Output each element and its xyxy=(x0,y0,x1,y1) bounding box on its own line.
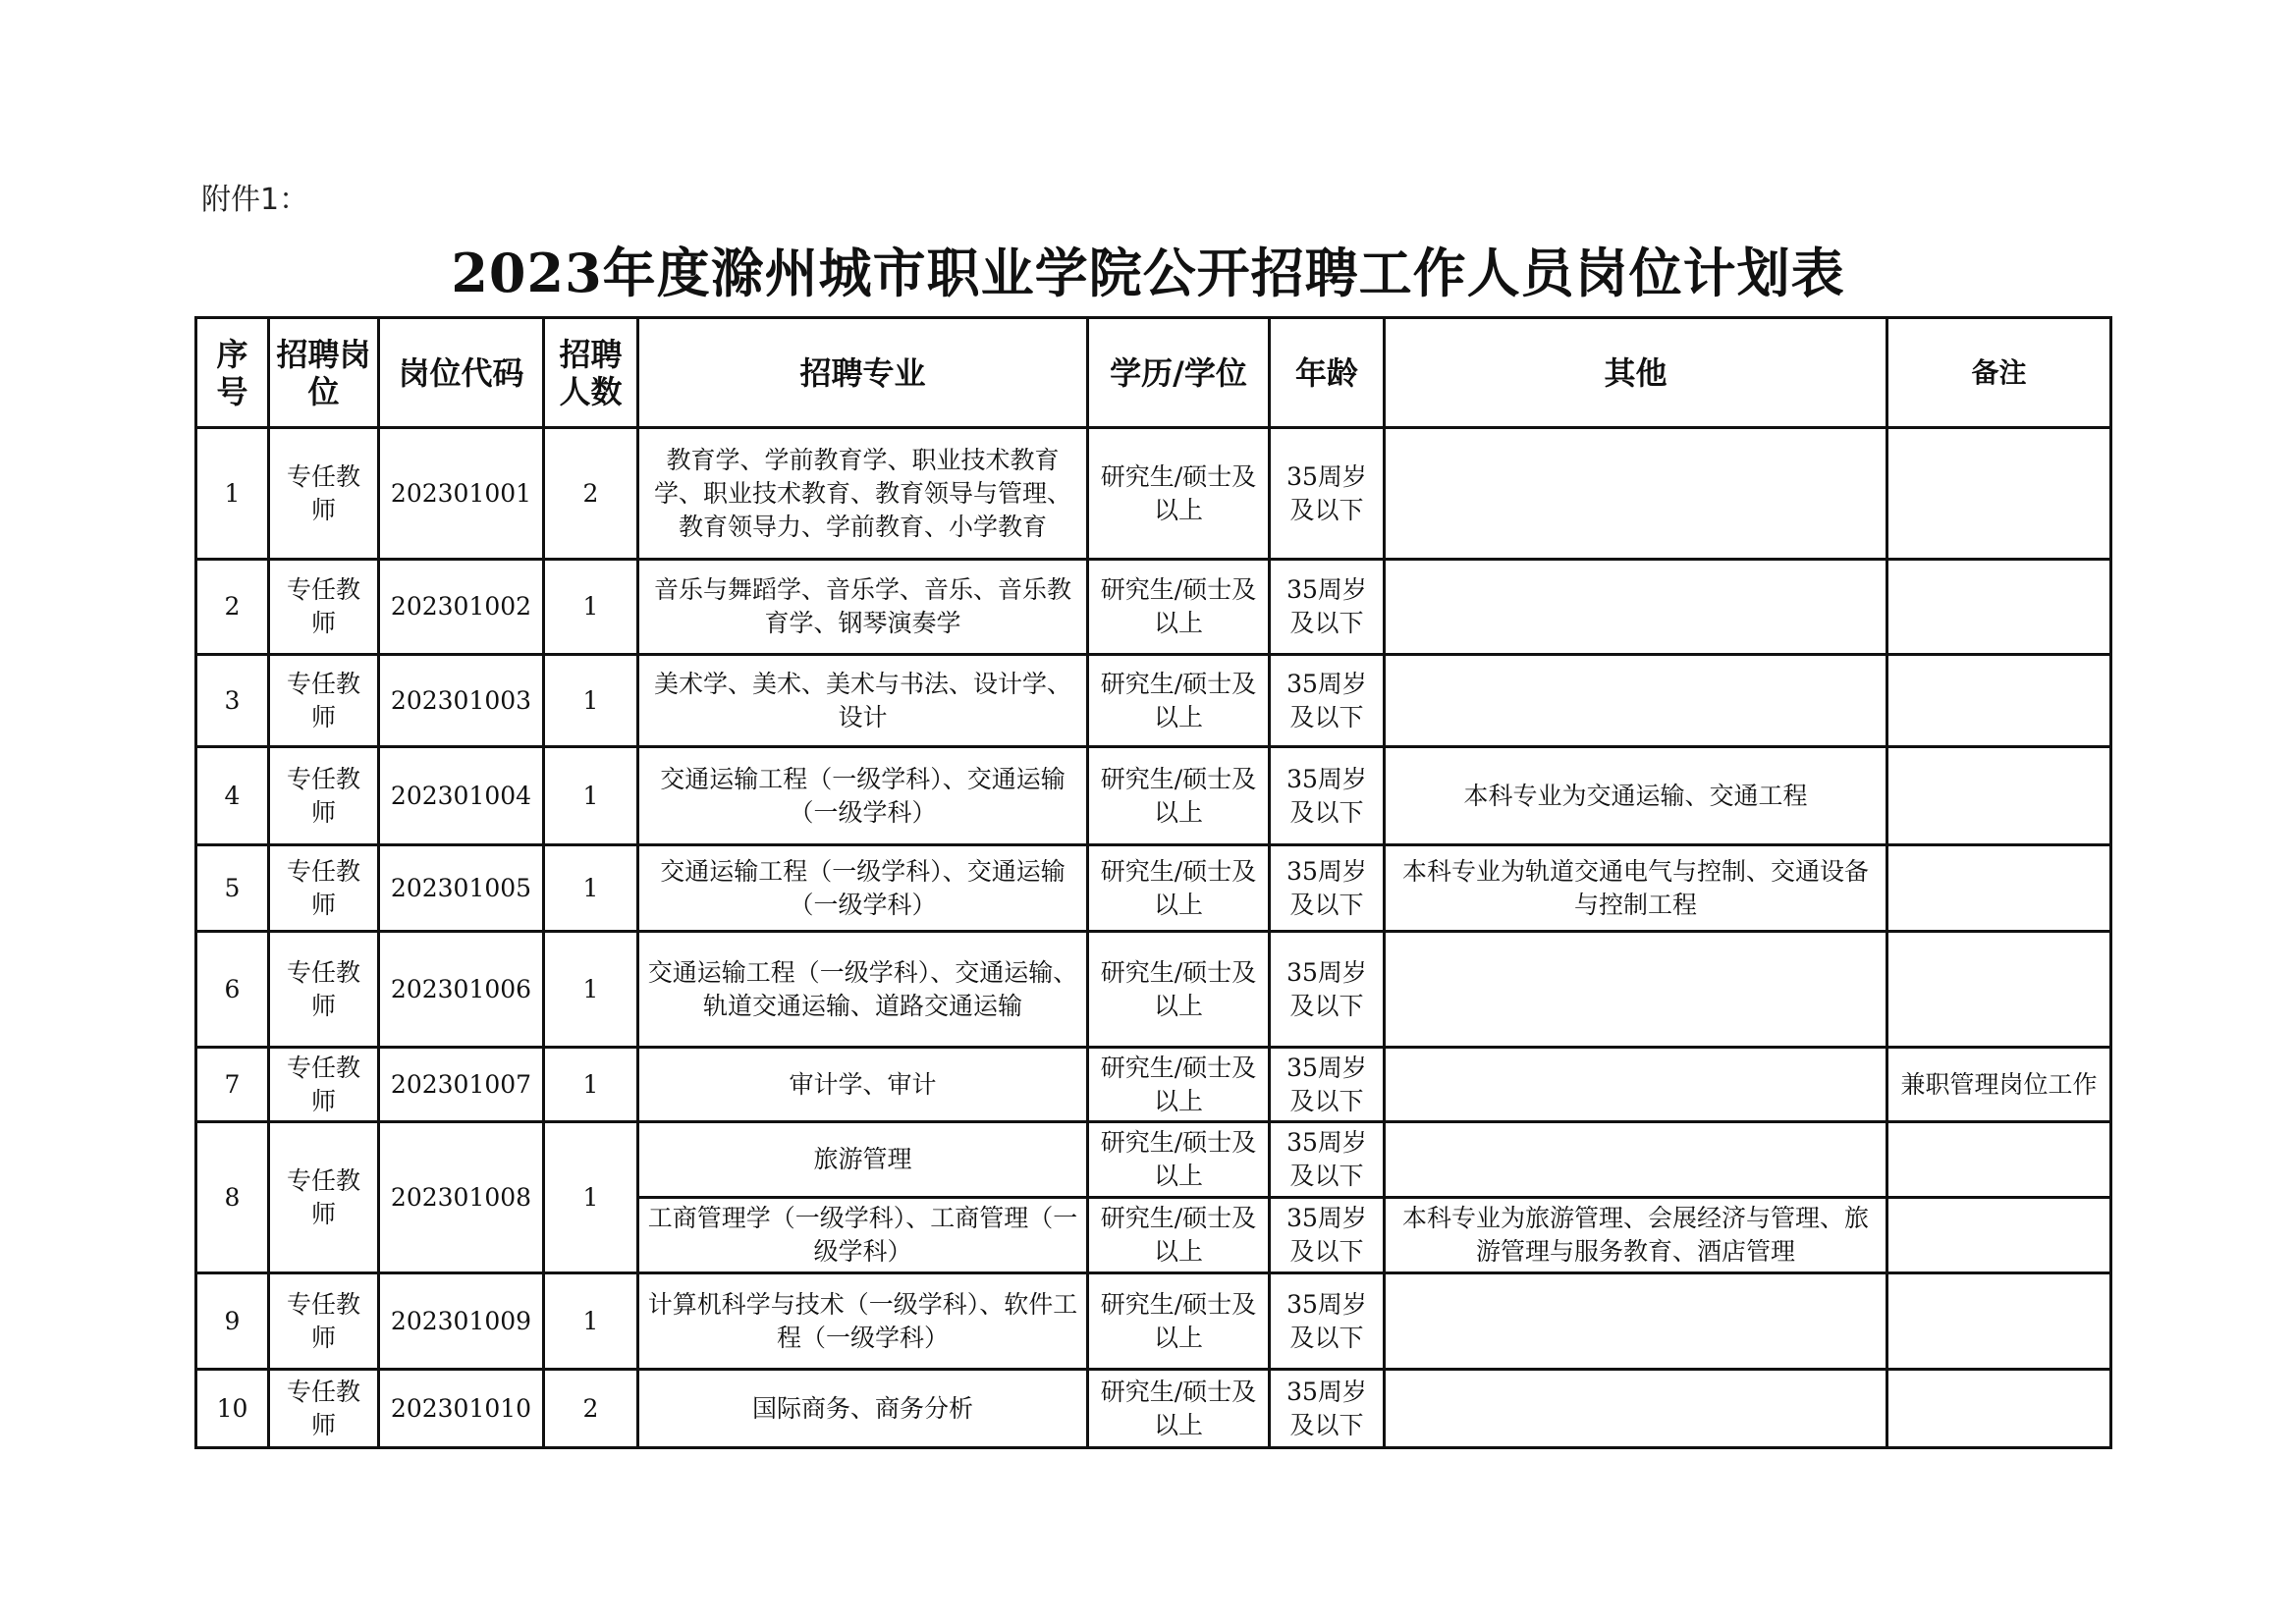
cell-position: 专任教师 xyxy=(269,1122,379,1273)
cell-age: 35周岁及以下 xyxy=(1270,932,1385,1048)
cell-count: 2 xyxy=(544,1370,638,1448)
header-position: 招聘岗位 xyxy=(269,318,379,428)
cell-other xyxy=(1385,1370,1887,1448)
cell-degree: 研究生/硕士及以上 xyxy=(1088,428,1270,560)
cell-position: 专任教师 xyxy=(269,560,379,655)
cell-count: 1 xyxy=(544,932,638,1048)
cell-remark xyxy=(1887,1122,2111,1198)
cell-remark: 兼职管理岗位工作 xyxy=(1887,1048,2111,1122)
cell-major: 教育学、学前教育学、职业技术教育学、职业技术教育、教育领导与管理、教育领导力、学前教育、小学教育 xyxy=(638,428,1088,560)
table-row xyxy=(196,1273,2111,1370)
cell-code: 202301009 xyxy=(379,1273,544,1370)
cell-position: 专任教师 xyxy=(269,428,379,560)
cell-major: 国际商务、商务分析 xyxy=(638,1370,1088,1448)
cell-degree: 研究生/硕士及以上 xyxy=(1088,560,1270,655)
cell-code: 202301006 xyxy=(379,932,544,1048)
cell-other xyxy=(1385,428,1887,560)
cell-degree: 研究生/硕士及以上 xyxy=(1088,1122,1270,1198)
cell-remark xyxy=(1887,845,2111,932)
table-row xyxy=(196,655,2111,747)
header-remark: 备注 xyxy=(1887,318,2111,428)
cell-code: 202301010 xyxy=(379,1370,544,1448)
recruitment-plan-table xyxy=(194,316,2112,1449)
cell-major: 工商管理学（一级学科）、工商管理（一级学科） xyxy=(638,1198,1088,1273)
cell-position: 专任教师 xyxy=(269,1273,379,1370)
cell-degree: 研究生/硕士及以上 xyxy=(1088,1198,1270,1273)
cell-position: 专任教师 xyxy=(269,845,379,932)
cell-major: 交通运输工程（一级学科）、交通运输（一级学科） xyxy=(638,747,1088,845)
cell-other: 本科专业为轨道交通电气与控制、交通设备与控制工程 xyxy=(1385,845,1887,932)
cell-other: 本科专业为旅游管理、会展经济与管理、旅游管理与服务教育、酒店管理 xyxy=(1385,1198,1887,1273)
cell-degree: 研究生/硕士及以上 xyxy=(1088,655,1270,747)
cell-seq: 8 xyxy=(196,1122,269,1273)
header-code: 岗位代码 xyxy=(379,318,544,428)
cell-major: 计算机科学与技术（一级学科）、软件工程（一级学科） xyxy=(638,1273,1088,1370)
cell-age: 35周岁及以下 xyxy=(1270,428,1385,560)
cell-age: 35周岁及以下 xyxy=(1270,1122,1385,1198)
cell-position: 专任教师 xyxy=(269,1370,379,1448)
cell-age: 35周岁及以下 xyxy=(1270,845,1385,932)
cell-remark xyxy=(1887,428,2111,560)
table-header-row xyxy=(196,318,2111,428)
cell-seq: 6 xyxy=(196,932,269,1048)
cell-seq: 5 xyxy=(196,845,269,932)
cell-count: 1 xyxy=(544,845,638,932)
cell-remark xyxy=(1887,932,2111,1048)
cell-other xyxy=(1385,560,1887,655)
cell-seq: 2 xyxy=(196,560,269,655)
cell-count: 1 xyxy=(544,747,638,845)
cell-other xyxy=(1385,1273,1887,1370)
cell-major: 交通运输工程（一级学科）、交通运输（一级学科） xyxy=(638,845,1088,932)
cell-degree: 研究生/硕士及以上 xyxy=(1088,845,1270,932)
cell-position: 专任教师 xyxy=(269,747,379,845)
header-seq: 序号 xyxy=(196,318,269,428)
cell-age: 35周岁及以下 xyxy=(1270,560,1385,655)
header-count: 招聘人数 xyxy=(544,318,638,428)
cell-major: 审计学、审计 xyxy=(638,1048,1088,1122)
cell-age: 35周岁及以下 xyxy=(1270,1048,1385,1122)
cell-count: 1 xyxy=(544,1273,638,1370)
cell-position: 专任教师 xyxy=(269,1048,379,1122)
cell-code: 202301003 xyxy=(379,655,544,747)
cell-code: 202301001 xyxy=(379,428,544,560)
cell-seq: 4 xyxy=(196,747,269,845)
cell-seq: 1 xyxy=(196,428,269,560)
cell-degree: 研究生/硕士及以上 xyxy=(1088,932,1270,1048)
cell-degree: 研究生/硕士及以上 xyxy=(1088,1370,1270,1448)
cell-seq: 9 xyxy=(196,1273,269,1370)
header-age: 年龄 xyxy=(1270,318,1385,428)
table-body xyxy=(196,428,2111,1448)
table-row xyxy=(196,1370,2111,1448)
cell-other xyxy=(1385,932,1887,1048)
cell-remark xyxy=(1887,747,2111,845)
cell-other xyxy=(1385,1048,1887,1122)
header-other: 其他 xyxy=(1385,318,1887,428)
cell-count: 2 xyxy=(544,428,638,560)
cell-remark xyxy=(1887,1198,2111,1273)
cell-age: 35周岁及以下 xyxy=(1270,1198,1385,1273)
cell-major: 美术学、美术、美术与书法、设计学、设计 xyxy=(638,655,1088,747)
cell-degree: 研究生/硕士及以上 xyxy=(1088,1048,1270,1122)
cell-age: 35周岁及以下 xyxy=(1270,1273,1385,1370)
cell-major: 音乐与舞蹈学、音乐学、音乐、音乐教育学、钢琴演奏学 xyxy=(638,560,1088,655)
table-row xyxy=(196,845,2111,932)
cell-code: 202301005 xyxy=(379,845,544,932)
cell-major: 旅游管理 xyxy=(638,1122,1088,1198)
table-row xyxy=(196,428,2111,560)
cell-age: 35周岁及以下 xyxy=(1270,747,1385,845)
cell-major: 交通运输工程（一级学科）、交通运输、轨道交通运输、道路交通运输 xyxy=(638,932,1088,1048)
cell-degree: 研究生/硕士及以上 xyxy=(1088,747,1270,845)
cell-position: 专任教师 xyxy=(269,655,379,747)
cell-code: 202301007 xyxy=(379,1048,544,1122)
cell-remark xyxy=(1887,1273,2111,1370)
cell-count: 1 xyxy=(544,1122,638,1273)
header-major: 招聘专业 xyxy=(638,318,1088,428)
cell-other xyxy=(1385,655,1887,747)
table-row xyxy=(196,932,2111,1048)
table-row xyxy=(196,1048,2111,1122)
attachment-label: 附件1： xyxy=(201,183,309,217)
cell-code: 202301004 xyxy=(379,747,544,845)
cell-other xyxy=(1385,1122,1887,1198)
cell-count: 1 xyxy=(544,1048,638,1122)
cell-age: 35周岁及以下 xyxy=(1270,655,1385,747)
cell-code: 202301008 xyxy=(379,1122,544,1273)
cell-degree: 研究生/硕士及以上 xyxy=(1088,1273,1270,1370)
table-row xyxy=(196,1122,2111,1198)
cell-seq: 10 xyxy=(196,1370,269,1448)
cell-remark xyxy=(1887,655,2111,747)
cell-other: 本科专业为交通运输、交通工程 xyxy=(1385,747,1887,845)
header-degree: 学历/学位 xyxy=(1088,318,1270,428)
table-row xyxy=(196,747,2111,845)
page-title: 2023年度滁州城市职业学院公开招聘工作人员岗位计划表 xyxy=(451,242,1845,304)
cell-remark xyxy=(1887,560,2111,655)
cell-count: 1 xyxy=(544,560,638,655)
cell-seq: 3 xyxy=(196,655,269,747)
table-row xyxy=(196,560,2111,655)
cell-age: 35周岁及以下 xyxy=(1270,1370,1385,1448)
cell-code: 202301002 xyxy=(379,560,544,655)
cell-count: 1 xyxy=(544,655,638,747)
cell-seq: 7 xyxy=(196,1048,269,1122)
cell-position: 专任教师 xyxy=(269,932,379,1048)
cell-remark xyxy=(1887,1370,2111,1448)
